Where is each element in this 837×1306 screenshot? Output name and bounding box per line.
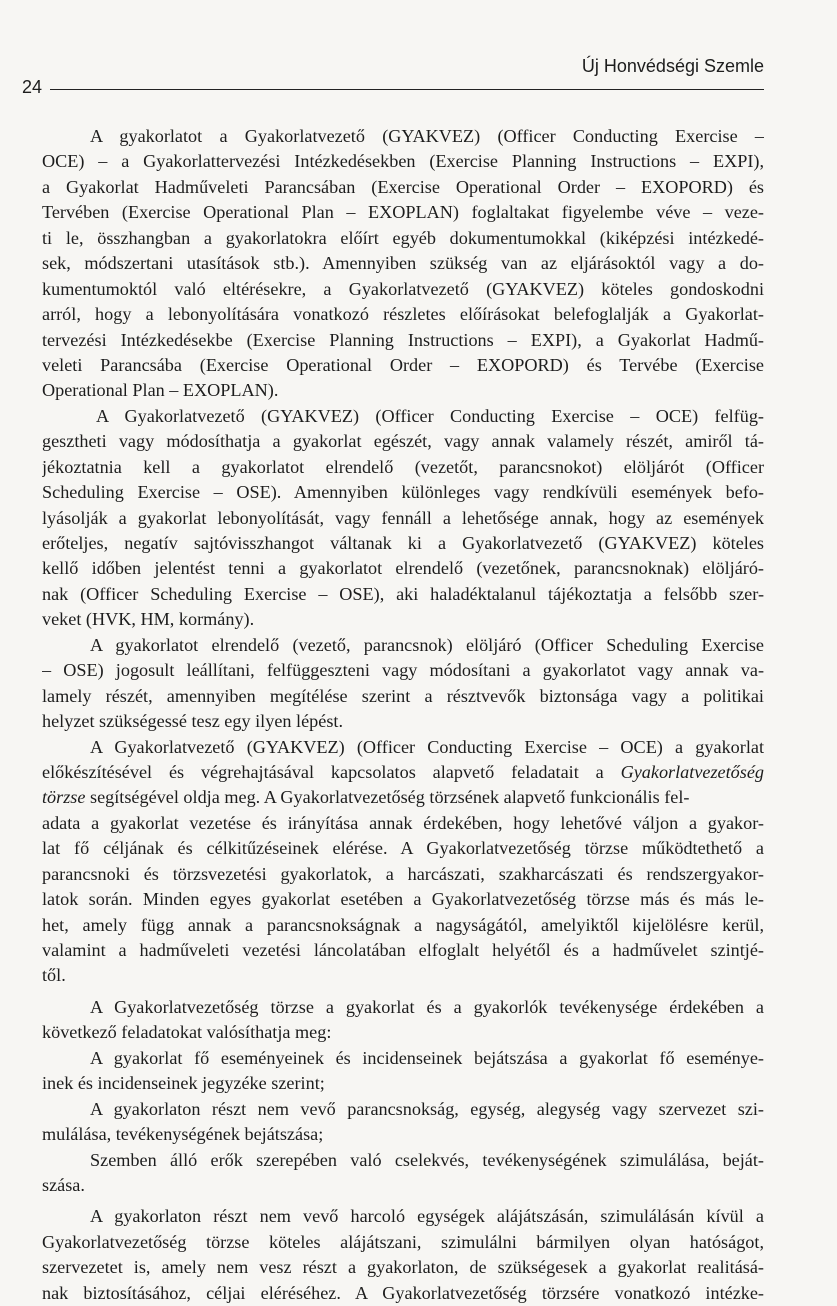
italic-term: Gyakorlatvezetőség bbox=[620, 761, 764, 782]
list-item: A gyakorlaton részt nem vevő parancsnokság, egység, alegység vagy szervezet szi- bbox=[90, 1098, 764, 1119]
text-line: Scheduling Exercise – OSE). Amennyiben különleges vagy rendkívüli események befo- bbox=[42, 482, 764, 503]
text-line: től. bbox=[42, 965, 66, 986]
text-line: tervezési Intézkedésekbe (Exercise Planning Instructions – EXPI), a Gyakorlat Hadmű- bbox=[42, 329, 764, 350]
text-line: – OSE) jogosult leállítani, felfüggeszteni vagy módosítani a gyakorlatot vagy annak va- bbox=[42, 660, 764, 681]
text-line: A Gyakorlatvezetőség törzse a gyakorlat és a gyakorlók tevékenysége érdekében a bbox=[90, 996, 764, 1017]
text-line: a Gyakorlat Hadműveleti Parancsában (Exercise Operational Order – EXOPORD) és bbox=[42, 176, 764, 197]
text-line: parancsnoki és törzsvezetési gyakorlatok, a harcászati, szakharcászati és rendszergyakor- bbox=[42, 863, 764, 884]
text-line: Operational Plan – EXOPLAN). bbox=[42, 380, 279, 401]
text-line: A Gyakorlatvezető (GYAKVEZ) (Officer Conducting Exercise – OCE) a gyakorlat bbox=[90, 736, 764, 757]
text-line: latok során. Minden egyes gyakorlat esetében a Gyakorlatvezetőség törzse más és más le- bbox=[42, 889, 764, 910]
text-line: lamely részét, amennyiben megítélése szerint a résztvevők biztonsága vagy a politikai bbox=[42, 685, 764, 706]
text-line: het, amely függ annak a parancsnokságnak a nagyságától, amelyiktől kijelölésre kerül, bbox=[42, 914, 764, 935]
list-item: A gyakorlat fő eseményeinek és incidenseinek bejátszása a gyakorlat fő eseménye- bbox=[90, 1047, 764, 1068]
text-line: sek, módszertani utasítások stb.). Amennyiben szükség van az eljárásoktól vagy a do- bbox=[42, 253, 764, 274]
text-line: adata a gyakorlat vezetése és irányítása annak érdekében, hogy lehetővé váljon a gyakor- bbox=[42, 812, 764, 833]
page-number: 24 bbox=[22, 77, 43, 97]
page-header bbox=[22, 52, 764, 96]
text-line: OCE) – a Gyakorlattervezési Intézkedésekben (Exercise Planning Instructions – EXPI), bbox=[42, 151, 764, 172]
body-text bbox=[42, 124, 764, 1306]
header-rule bbox=[50, 89, 764, 90]
journal-title: Új Honvédségi Szemle bbox=[581, 56, 764, 76]
text-line: kellő időben jelentést tenni a gyakorlatot elrendelő (vezetőnek, parancsnoknak) elöljáró- bbox=[42, 558, 764, 579]
text-line bbox=[42, 760, 764, 785]
text-line: A gyakorlatot a Gyakorlatvezető (GYAKVEZ) (Officer Conducting Exercise – bbox=[90, 126, 764, 146]
text-line: veket (HVK, HM, kormány). bbox=[42, 609, 255, 630]
text-line: nak biztosításához, céljai eléréséhez. A Gyakorlatvezetőség törzsére vonatkozó intézke- bbox=[42, 1282, 764, 1303]
text-line: kumentumoktól való eltérésekre, a Gyakorlatvezető (GYAKVEZ) köteles gondoskodni bbox=[42, 278, 764, 299]
text-line: Tervében (Exercise Operational Plan – EXOPLAN) foglaltakat figyelembe véve – veze- bbox=[42, 202, 764, 223]
text-line bbox=[42, 785, 764, 810]
text-line: Gyakorlatvezetőség törzse köteles alájátszani, szimulálni bármilyen olyan hatóságot, bbox=[42, 1231, 764, 1252]
text-line: mulálása, tevékenységének bejátszása; bbox=[42, 1124, 324, 1145]
text-line: inek és incidenseinek jegyzéke szerint; bbox=[42, 1073, 325, 1094]
text-line: A Gyakorlatvezető (GYAKVEZ) (Officer Conducting Exercise – OCE) felfüg- bbox=[96, 405, 764, 426]
text-line: jékoztatnia kell a gyakorlatot elrendelő (vezetőt, parancsnokot) elöljárót (Officer bbox=[42, 456, 764, 477]
text-line: gesztheti vagy módosíthatja a gyakorlat egészét, vagy annak valamely részét, amiről tá- bbox=[42, 431, 764, 452]
text-line: nak (Officer Scheduling Exercise – OSE), aki haladéktalanul tájékoztatja a felsőbb szer- bbox=[42, 583, 764, 604]
list-item: Szemben álló erők szerepében való cselekvés, tevékenységének szimulálása, beját- bbox=[90, 1149, 764, 1170]
text-line: arról, hogy a lebonyolítására vonatkozó részletes előírásokat belefoglalják a Gyakorlat- bbox=[42, 304, 764, 325]
text-line: lyásolják a gyakorlat lebonyolítását, vagy fennáll a lehetősége annak, hogy az események bbox=[42, 507, 764, 528]
italic-term: törzse bbox=[42, 787, 86, 808]
text-line: lat fő céljának és célkitűzéseinek elérése. A Gyakorlatvezetőség törzse működtethető a bbox=[42, 838, 764, 859]
text-line: A gyakorlatot elrendelő (vezető, parancsnok) elöljáró (Officer Scheduling Exercise bbox=[90, 634, 764, 655]
text-line: szása. bbox=[42, 1174, 85, 1195]
text-line: veleti Parancsába (Exercise Operational Order – EXOPORD) és Tervébe (Exercise bbox=[42, 354, 764, 375]
text-fragment: előkészítésével és végrehajtásával kapcsolatos alapvető feladatait a bbox=[42, 761, 604, 782]
text-line: következő feladatokat valósíthatja meg: bbox=[42, 1022, 332, 1043]
text-line: erőteljes, negatív sajtóvisszhangot váltanak ki a Gyakorlatvezető (GYAKVEZ) köteles bbox=[42, 533, 764, 553]
text-fragment: segítségével oldja meg. A Gyakorlatvezetőség törzsének alapvető funkcionális fel- bbox=[85, 787, 690, 808]
text-line: valamint a hadműveleti vezetési láncolatában elfoglalt helyétől és a hadművelet szintjé- bbox=[42, 940, 764, 960]
text-line: helyzet szükségessé tesz egy ilyen lépést. bbox=[42, 711, 343, 732]
text-line: A gyakorlaton részt nem vevő harcoló egységek alájátszásán, szimulálásán kívül a bbox=[90, 1206, 764, 1227]
text-line: szervezetet is, amely nem vesz részt a gyakorlaton, de szükségesek a gyakorlat realitásá- bbox=[42, 1257, 764, 1278]
text-line: ti le, összhangban a gyakorlatokra előírt egyéb dokumentumokkal (kiképzési intézkedé- bbox=[42, 227, 764, 248]
